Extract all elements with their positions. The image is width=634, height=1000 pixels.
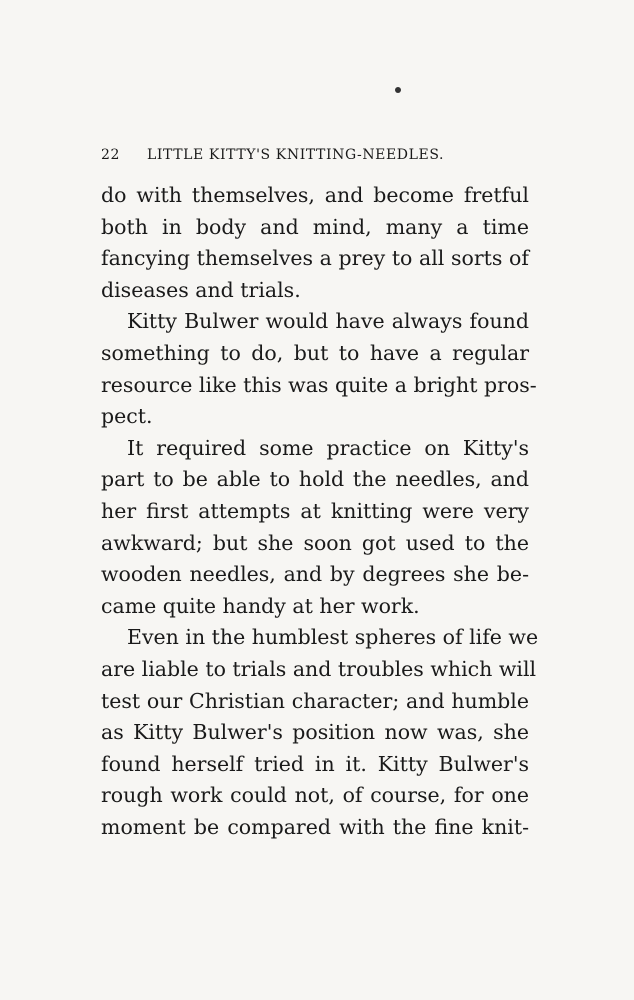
- text-line: diseases and trials.: [101, 277, 301, 302]
- text-line: wooden needles, and by degrees she be-: [101, 562, 529, 587]
- page-number: 22: [101, 147, 121, 163]
- text-line: are liable to trials and troubles which will: [101, 656, 537, 681]
- paragraph-start-line: Even in the humblest spheres of life we: [127, 625, 539, 650]
- running-title: LITTLE KITTY'S KNITTING-NEEDLES.: [147, 147, 445, 163]
- text-line: as Kitty Bulwer's position now was, she: [101, 720, 529, 745]
- text-line: test our Christian character; and humble: [101, 688, 529, 713]
- paragraph-start-line: It required some practice on Kitty's: [127, 435, 529, 460]
- text-line: awkward; but she soon got used to the: [101, 530, 529, 555]
- text-line: rough work could not, of course, for one: [101, 783, 529, 808]
- body-text: [101, 180, 539, 843]
- text-line: pect.: [101, 404, 153, 429]
- text-line: moment be compared with the fine knit-: [101, 814, 529, 839]
- text-line: found herself tried in it. Kitty Bulwer's: [101, 751, 529, 776]
- ink-speck: [395, 87, 401, 93]
- text-line: came quite handy at her work.: [101, 593, 420, 618]
- text-line: something to do, but to have a regular: [101, 340, 529, 365]
- text-line: resource like this was quite a bright pros-: [101, 372, 537, 397]
- text-line: both in body and mind, many a time: [101, 214, 529, 239]
- text-line: her first attempts at knitting were very: [101, 498, 529, 523]
- text-line: part to be able to hold the needles, and: [101, 467, 529, 492]
- paragraph-start-line: Kitty Bulwer would have always found: [127, 309, 529, 334]
- text-line: fancying themselves a prey to all sorts of: [101, 246, 529, 271]
- text-line: do with themselves, and become fretful: [101, 183, 529, 207]
- running-head: [101, 147, 531, 169]
